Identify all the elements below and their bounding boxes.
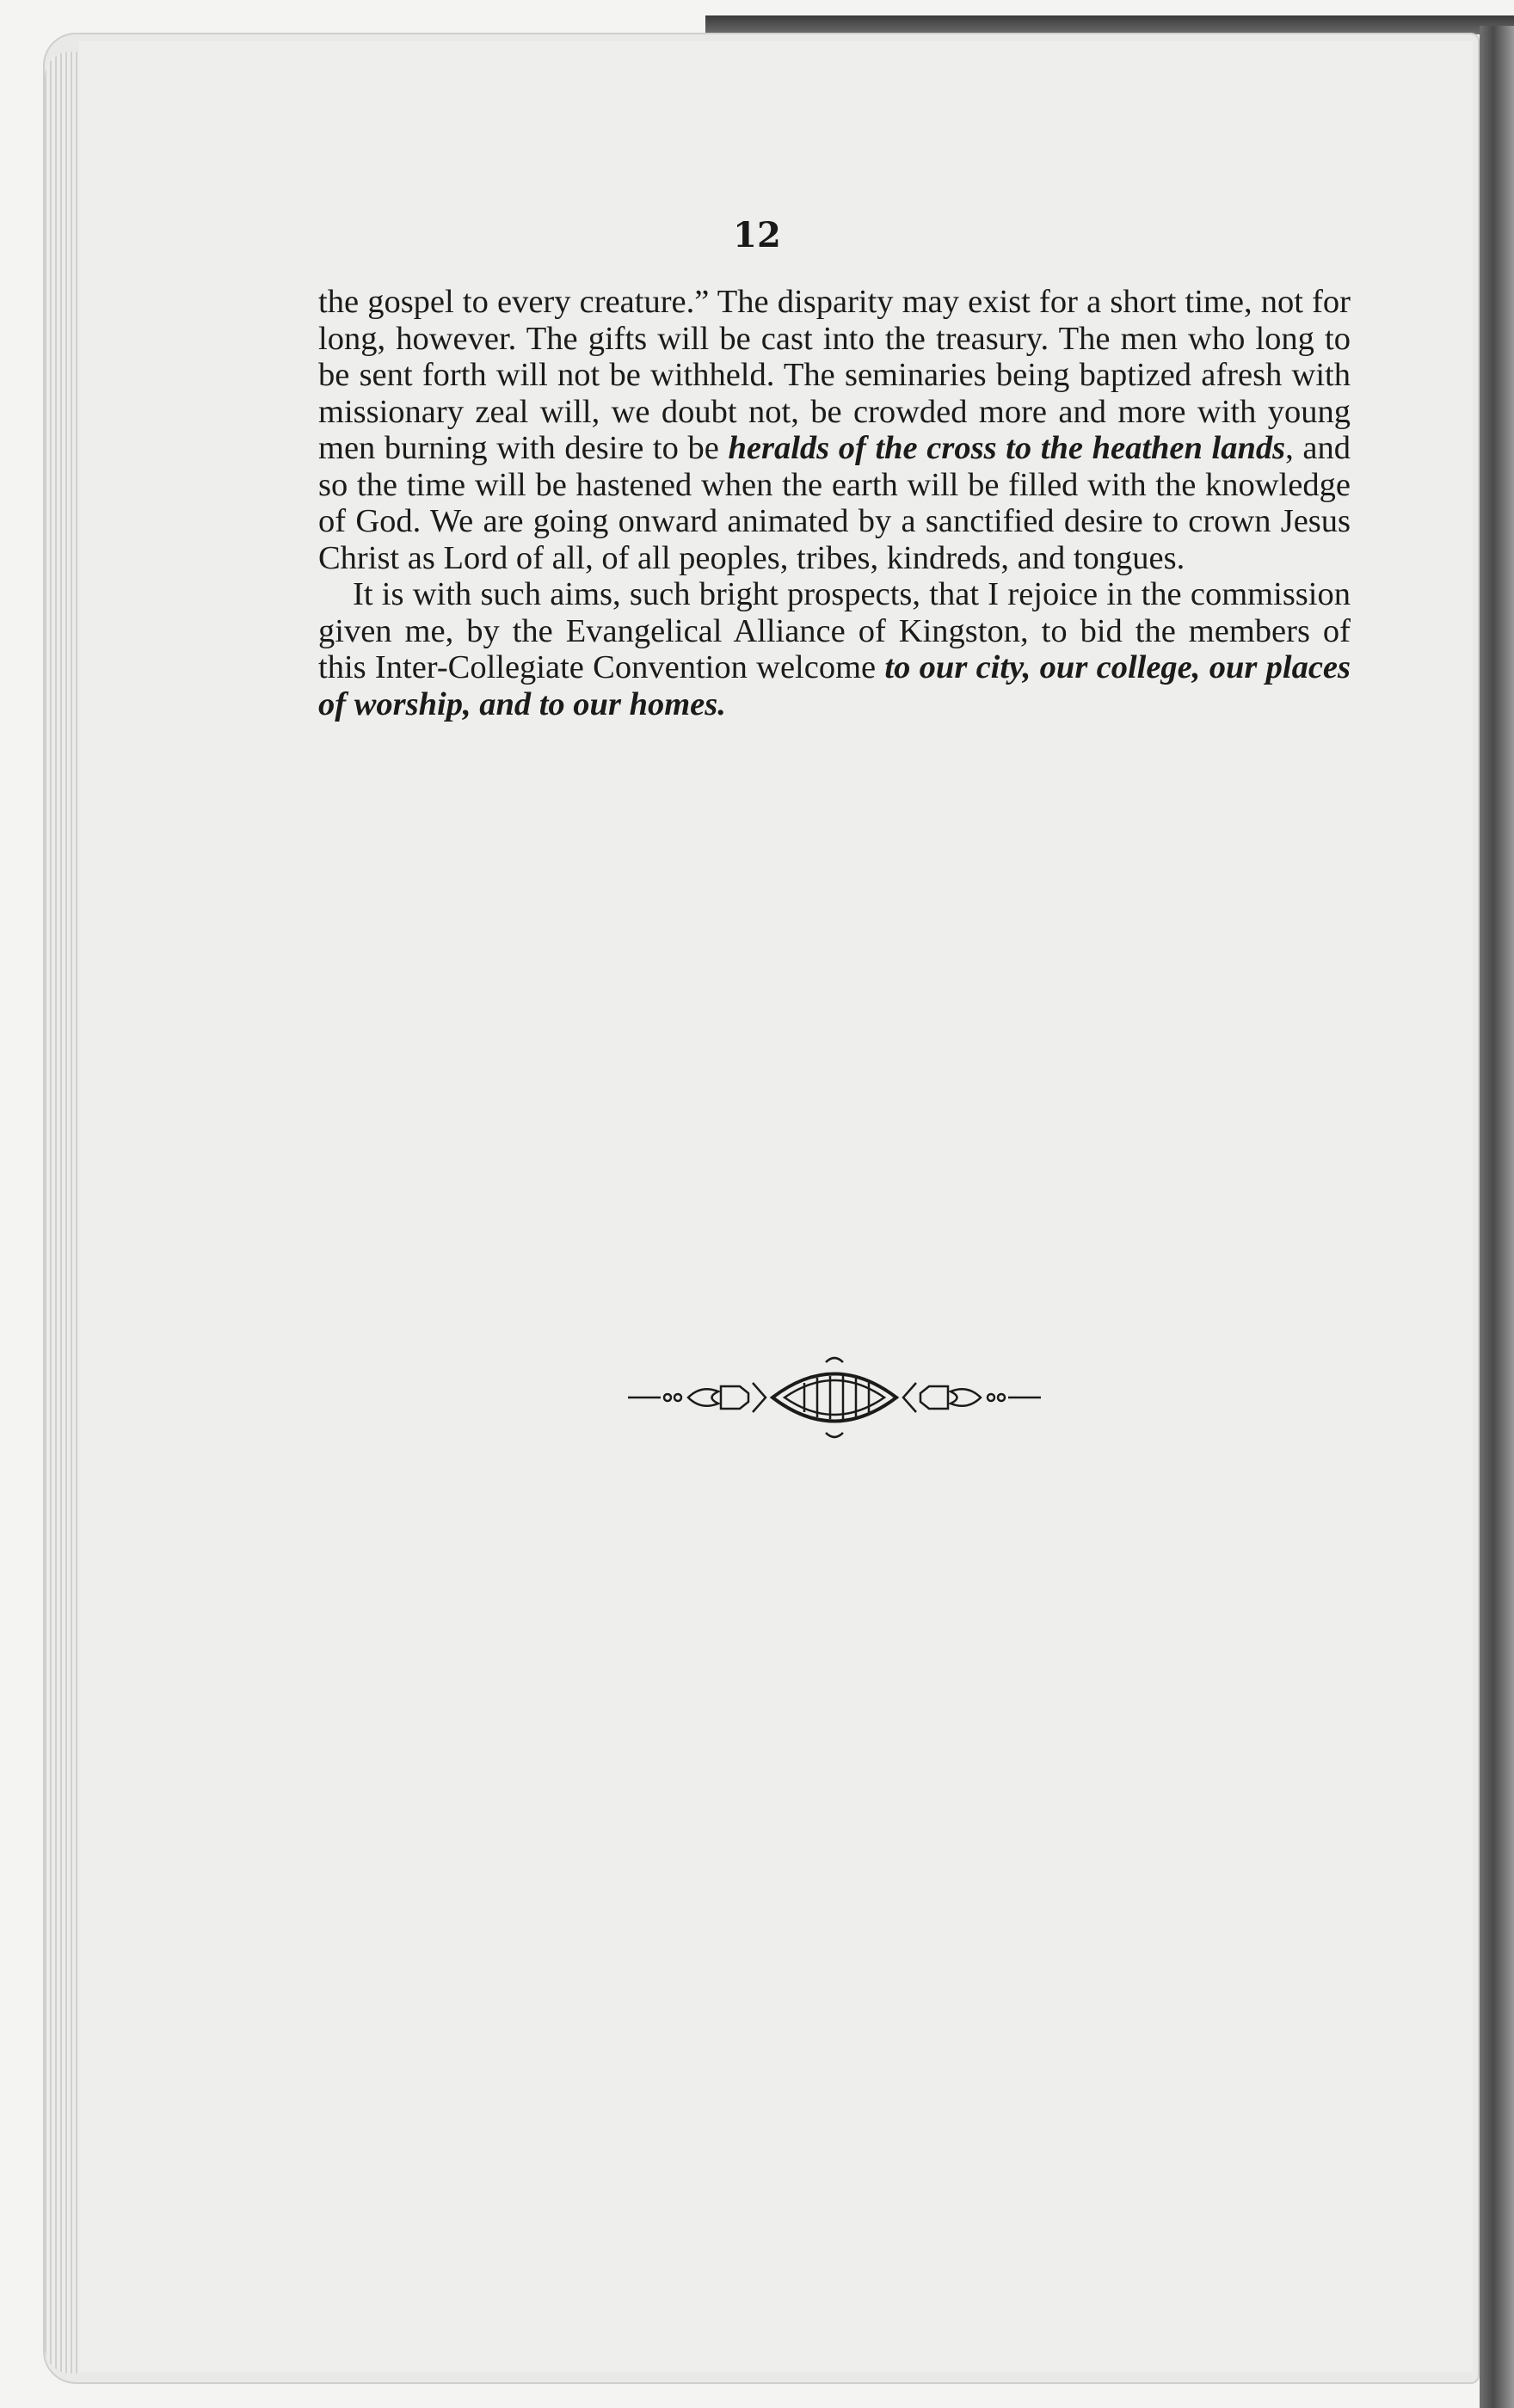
paragraph-1-emphasis: heralds of the cross to the heathen lands [728, 430, 1286, 466]
decorative-ornament-icon [619, 1350, 1049, 1445]
scanner-top-edge [705, 15, 1514, 34]
paragraph-2-emphasis: to our city, our college, our places of worship, and to our homes. [318, 649, 1351, 722]
paragraph-1-text-after: , and so the time will be hastened when the earth will be filled with the knowledge of God. We are going onward animated by a sanctified desire to crown Jesus Christ as Lord of all, of all peoples, tribes, kindreds, and tongues. [318, 430, 1351, 576]
body-text [318, 284, 1351, 722]
paragraph-1 [318, 284, 1351, 576]
page-number: 12 [733, 215, 781, 255]
paragraph-2-text-before: It is with such aims, such bright prospects, that I rejoice in the commission given me, by the Evangelical Alliance of Kingston, to bid the members of this Inter-Collegiate Convention welcome [318, 576, 1351, 685]
paragraph-1-text-before: the gospel to every creature.” The disparity may exist for a short time, not for long, however. The gifts will be cast into the treasury. The men who long to be sent forth will not be withheld. The seminaries being baptized afresh with missionary zeal will, we doubt not, be crowded more and more with young men burning with desire to be [318, 284, 1351, 466]
paragraph-2 [318, 576, 1351, 722]
book-spine [1480, 26, 1514, 2408]
page-stack-edges [45, 52, 79, 2374]
